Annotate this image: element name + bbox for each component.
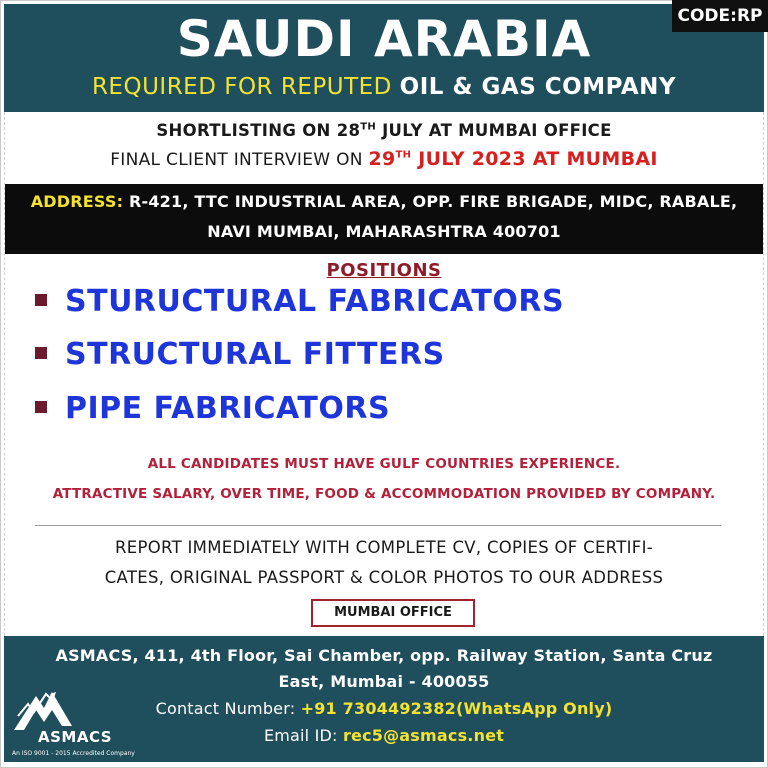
contact-number[interactable]: +91 7304492382(WhatsApp Only) (300, 699, 613, 718)
address-bar (5, 184, 763, 254)
logo-text: ASMACS (38, 728, 113, 746)
logo-subtext: An ISO 9001 - 2015 Accredited Company (12, 750, 135, 757)
position-item (35, 284, 564, 319)
email-label: Email ID: (263, 726, 343, 745)
code-badge: CODE:RP (672, 0, 768, 32)
interview-day-number: 29 (368, 148, 396, 170)
address-line1-text: R-421, TTC INDUSTRIAL AREA, OPP. FIRE BRIGADE, MIDC, RABALE, (123, 192, 738, 211)
position-label: PIPE FABRICATORS (65, 391, 391, 426)
contact-label: Contact Number: (155, 699, 301, 718)
divider (35, 525, 721, 526)
subtitle-part1: REQUIRED FOR REPUTED (91, 74, 392, 100)
square-bullet-icon (35, 401, 47, 413)
shortlist-sup: TH (360, 121, 377, 133)
subtitle-part2: OIL & GAS COMPANY (399, 74, 677, 100)
position-label: STURUCTURAL FABRICATORS (65, 284, 565, 319)
footer-address-line1: ASMACS, 411, 4th Floor, Sai Chamber, opp. Railway Station, Santa Cruz (55, 646, 713, 665)
page-subtitle (4, 74, 764, 100)
position-item (35, 337, 445, 372)
square-bullet-icon (35, 347, 47, 359)
positions-heading: POSITIONS (326, 260, 442, 281)
address-label: ADDRESS: (30, 192, 124, 211)
report-line1: REPORT IMMEDIATELY WITH COMPLETE CV, COPIES OF CERTIFI- (114, 538, 653, 557)
report-line2: CATES, ORIGINAL PASSPORT & COLOR PHOTOS TO OUR ADDRESS (104, 568, 664, 587)
interview-prefix: FINAL CLIENT INTERVIEW ON (110, 150, 369, 170)
office-label: MUMBAI OFFICE (311, 599, 475, 627)
address-line1 (5, 192, 763, 211)
requirement-benefits: ATTRACTIVE SALARY, OVER TIME, FOOD & ACCOMMODATION PROVIDED BY COMPANY. (52, 486, 716, 502)
asmacs-logo (10, 686, 150, 762)
shortlisting-date (5, 121, 763, 140)
interview-sup: TH (395, 149, 412, 161)
interview-day (368, 148, 657, 170)
header-banner (4, 4, 764, 112)
requirement-experience: ALL CANDIDATES MUST HAVE GULF COUNTRIES EXPERIENCE. (147, 456, 621, 472)
interview-rest: JULY 2023 AT MUMBAI (411, 148, 658, 170)
interview-date (5, 148, 763, 170)
position-item (35, 391, 390, 426)
footer-banner (4, 636, 764, 762)
position-label: STRUCTURAL FITTERS (65, 337, 445, 372)
address-line2: NAVI MUMBAI, MAHARASHTRA 400701 (207, 222, 561, 241)
shortlist-suffix: JULY AT MUMBAI OFFICE (376, 121, 612, 140)
footer-address-line2: East, Mumbai - 400055 (278, 672, 490, 691)
email-link[interactable]: rec5@asmacs.net (342, 726, 505, 745)
page-title: SAUDI ARABIA (176, 10, 592, 68)
square-bullet-icon (35, 294, 47, 306)
shortlist-prefix: SHORTLISTING ON 28 (156, 121, 361, 140)
main-content (4, 112, 764, 636)
